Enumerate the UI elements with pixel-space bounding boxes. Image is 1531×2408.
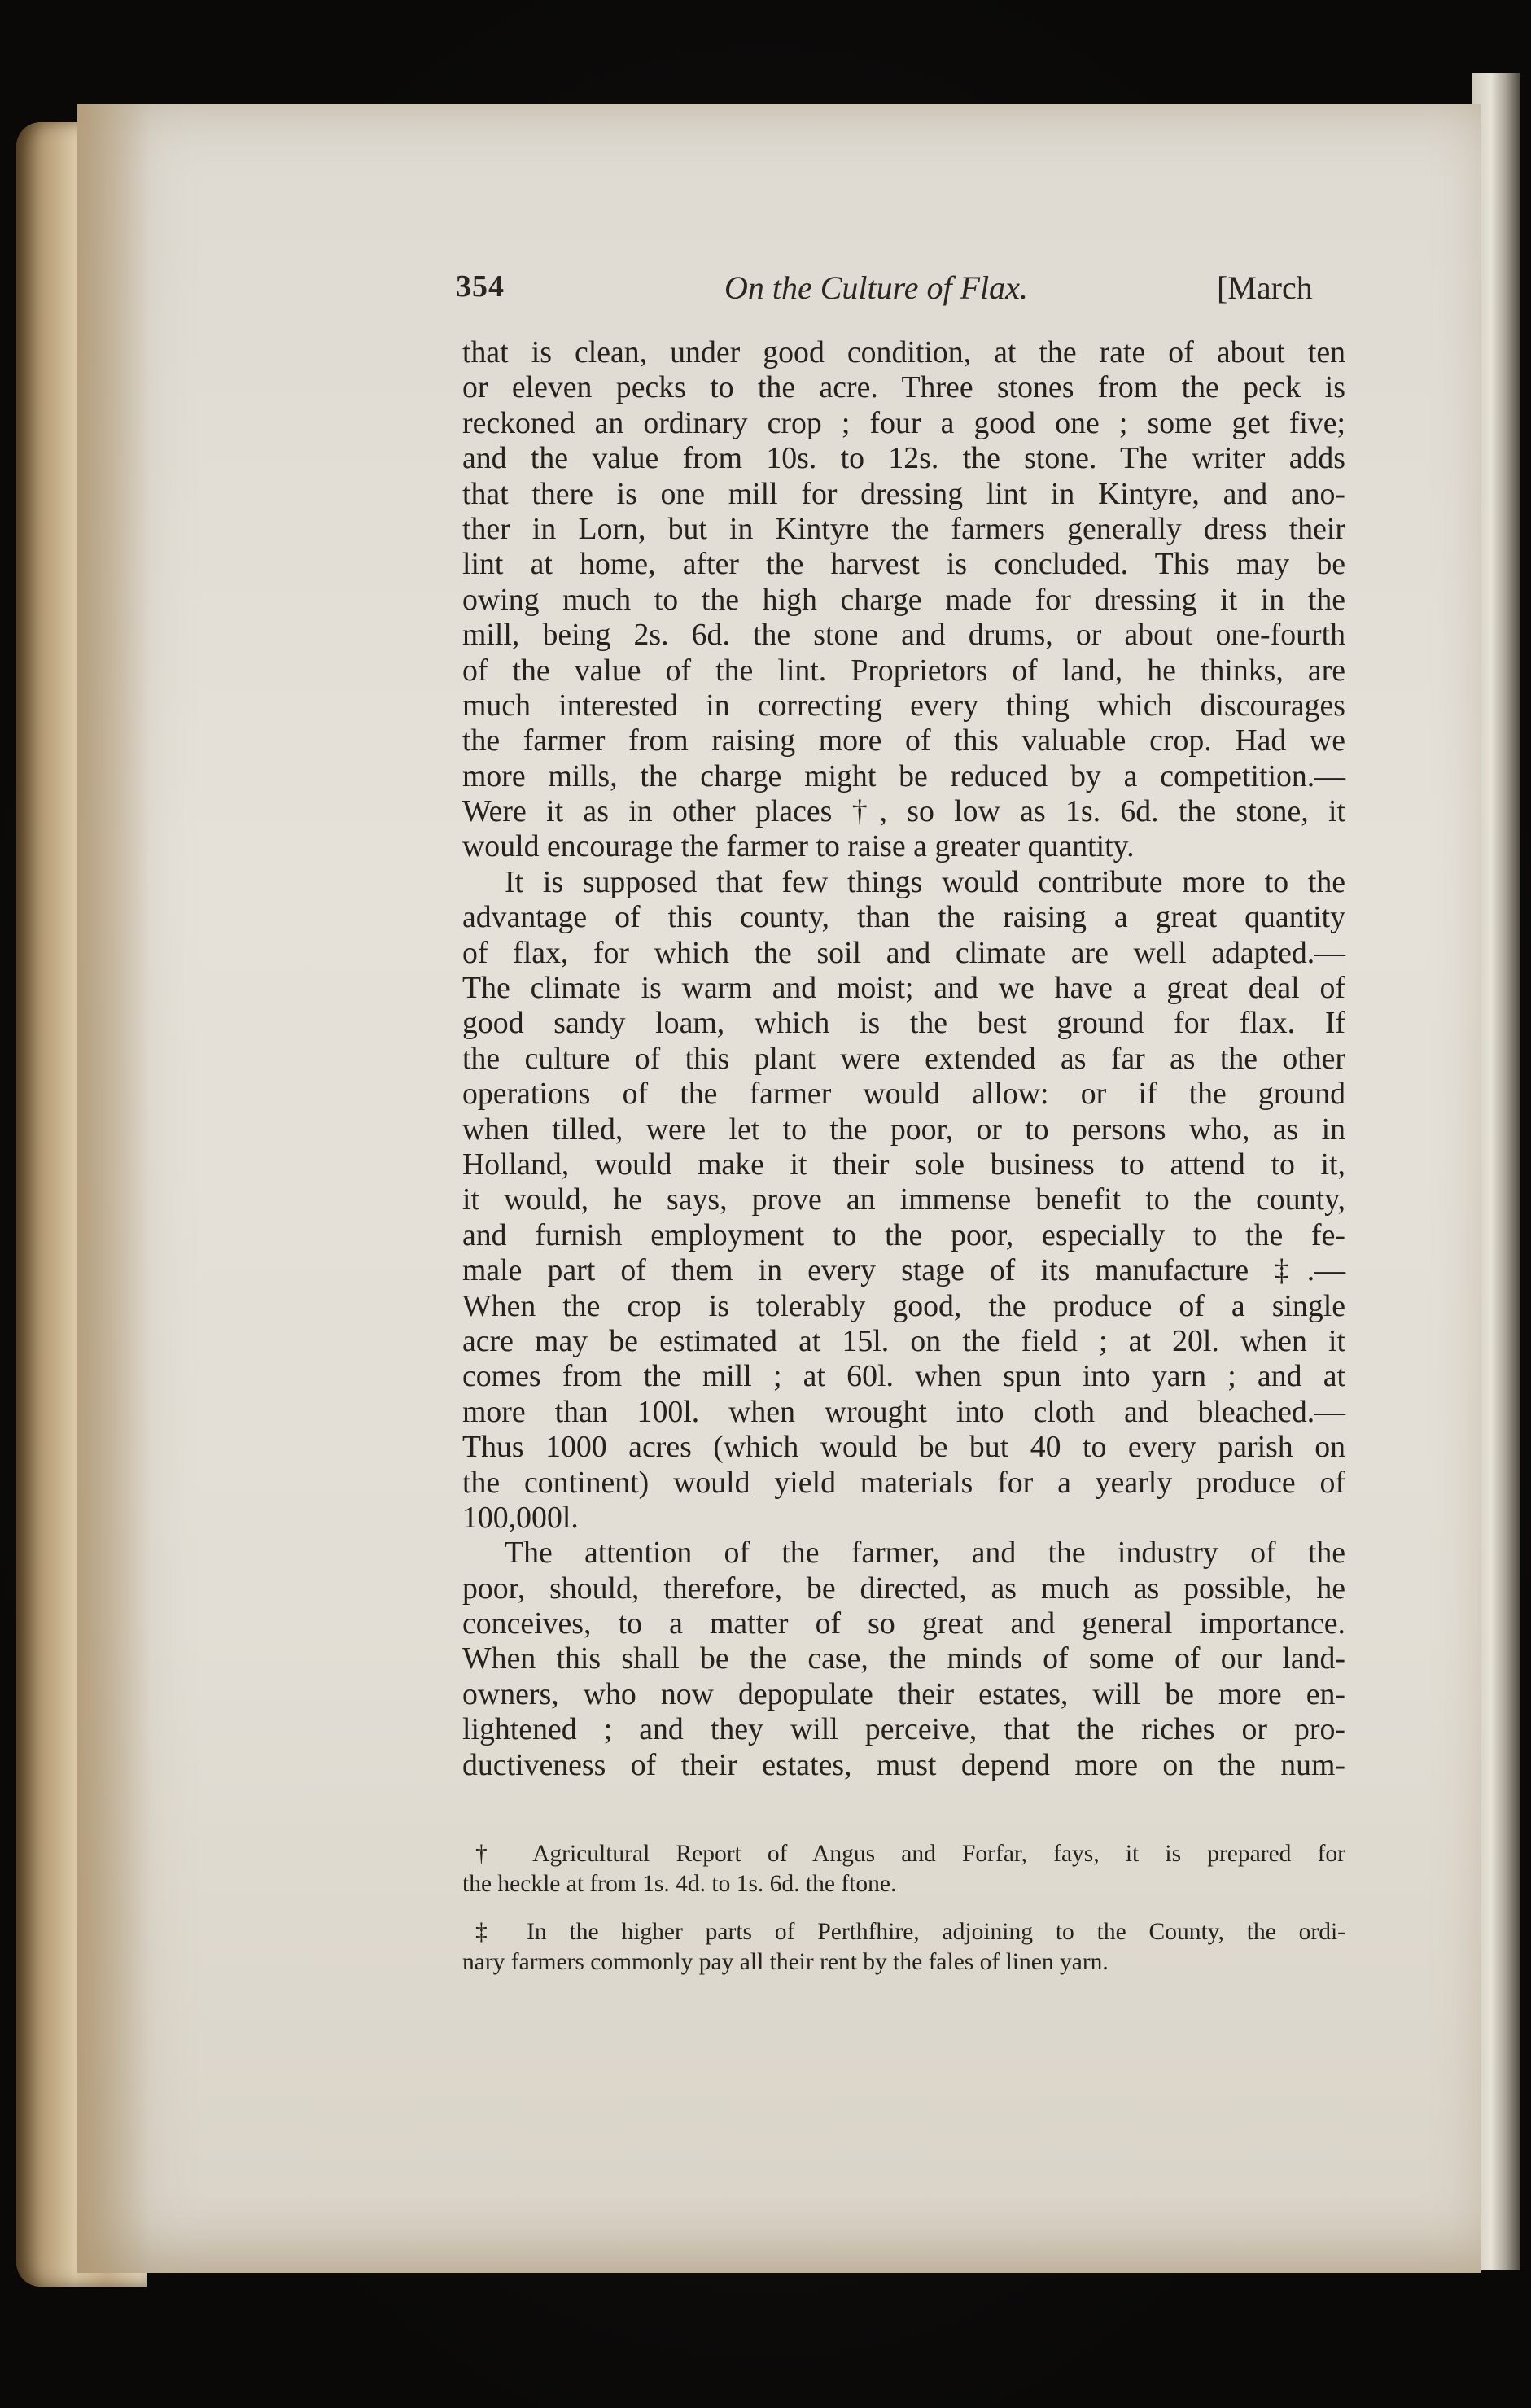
text-line: of the value of the lint. Proprietors of land, he thinks, are [462,653,1345,688]
text-line: It is supposed that few things would contribute more to the [505,864,1345,899]
text-line: When this shall be the case, the minds of some of our land- [462,1641,1345,1676]
text-line: owners, who now depopulate their estates, will be more en- [462,1676,1345,1711]
text-line: that there is one mill for dressing lint in Kintyre, and ano- [462,476,1345,511]
text-line: of flax, for which the soil and climate are well adapted.— [462,935,1345,970]
text-line: when tilled, were let to the poor, or to persons who, as in [462,1112,1345,1147]
text-line: the farmer from raising more of this valuable crop. Had we [462,723,1345,758]
text-line: ther in Lorn, but in Kintyre the farmers generally dress their [462,511,1345,546]
text-line: the continent) would yield materials for a yearly produce of [462,1465,1345,1500]
page-gutter-stain [77,104,151,2273]
text-line: advantage of this county, than the raising a great quantity [462,900,1345,935]
text-line: or eleven pecks to the acre. Three stones from the peck is [462,370,1345,405]
footnote-line: nary farmers commonly pay all their rent by the fales of linen yarn. [462,1949,1109,1975]
footnotes [462,1839,1345,1978]
running-date: [March [1217,269,1313,306]
text-line: The attention of the farmer, and the industry of the [505,1536,1345,1571]
running-title: On the Culture of Flax. [724,269,1028,306]
text-line: acre may be estimated at 15l. on the field ; at 20l. when it [462,1323,1345,1358]
running-header [456,269,1335,317]
text-line: it would, he says, prove an immense benefit to the county, [462,1182,1345,1217]
text-line: and the value from 10s. to 12s. the stone. The writer adds [462,441,1345,476]
text-line: The climate is warm and moist; and we have a great deal of [462,971,1345,1006]
text-line: lightened ; and they will perceive, that the riches or pro- [462,1712,1345,1747]
text-line: Holland, would make it their sole business to attend to it, [462,1147,1345,1182]
text-line: Were it as in other places †, so low as 1s. 6d. the stone, it [462,794,1345,829]
footnote-line: the heckle at from 1s. 4d. to 1s. 6d. the ftone. [462,1871,897,1897]
text-line: more than 100l. when wrought into cloth and bleached.— [462,1394,1345,1429]
text-line: the culture of this plant were extended as far as the other [462,1041,1345,1076]
text-line: would encourage the farmer to raise a greater quantity. [462,829,1135,864]
text-line: When the crop is tolerably good, the produce of a single [462,1288,1345,1323]
text-line: conceives, to a matter of so great and general importance. [462,1606,1345,1641]
text-line: good sandy loam, which is the best ground for flax. If [462,1006,1345,1041]
text-line: male part of them in every stage of its manufacture ‡.— [462,1253,1345,1288]
text-line: more mills, the charge might be reduced by a competition.— [462,758,1345,793]
footnote-line: ‡ In the higher parts of Perthfhire, adjoining to the County, the ordi- [475,1919,1345,1945]
text-line: comes from the mill ; at 60l. when spun into yarn ; and at [462,1359,1345,1394]
text-line: ductiveness of their estates, must depend more on the num- [462,1747,1345,1782]
text-line: reckoned an ordinary crop ; four a good one ; some get five; [462,405,1345,440]
text-line: lint at home, after the harvest is concluded. This may be [462,547,1345,582]
text-line: poor, should, therefore, be directed, as much as possible, he [462,1571,1345,1606]
footnote-line: † Agricultural Report of Angus and Forfar, fays, it is prepared for [475,1841,1345,1867]
body-text [462,335,1345,1783]
page-number: 354 [456,269,505,304]
text-line: Thus 1000 acres (which would be but 40 to every parish on [462,1430,1345,1465]
text-line: 100,000l. [462,1500,579,1535]
text-line: mill, being 2s. 6d. the stone and drums, or about one-fourth [462,618,1345,653]
text-line: operations of the farmer would allow: or if the ground [462,1077,1345,1112]
text-line: and furnish employment to the poor, especially to the fe- [462,1217,1345,1252]
text-line: owing much to the high charge made for dressing it in the [462,582,1345,617]
text-line: much interested in correcting every thing which discourages [462,688,1345,723]
text-line: that is clean, under good condition, at the rate of about ten [462,335,1345,369]
